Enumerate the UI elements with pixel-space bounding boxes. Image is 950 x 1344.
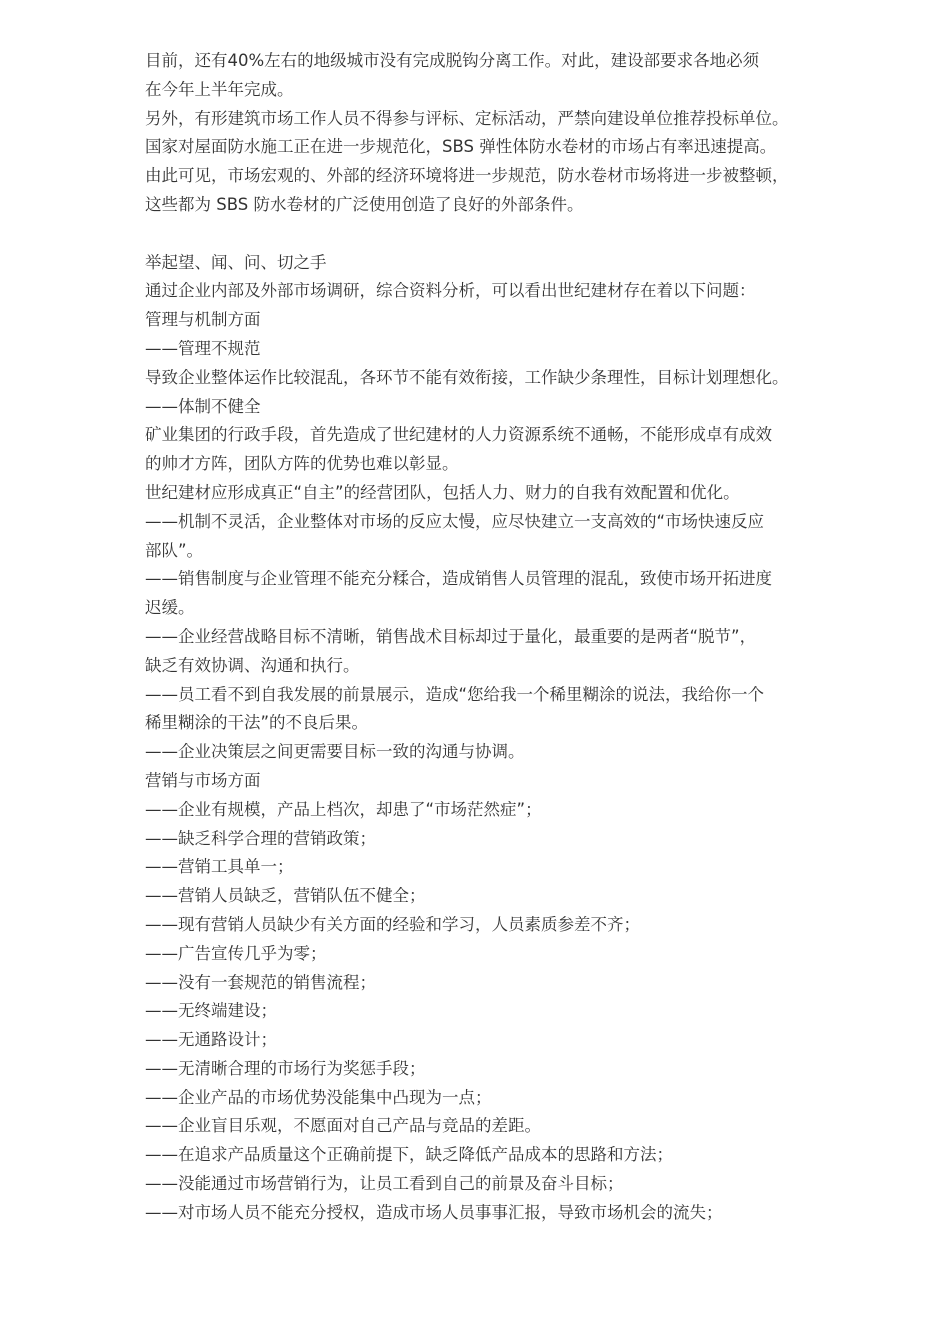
section-heading: 举起望、闻、问、切之手 <box>145 252 327 272</box>
paragraph-line: 目前，还有40%左右的地级城市没有完成脱钩分离工作。对此，建设部要求各地必须 <box>145 51 760 70</box>
list-item: ——无清晰合理的市场行为奖惩手段； <box>145 1058 426 1078</box>
paragraph-line: 在今年上半年完成。 <box>145 79 294 99</box>
paragraph-line: 另外，有形建筑市场工作人员不得参与评标、定标活动，严禁向建设单位推荐投标单位。 <box>145 108 789 128</box>
paragraph-line: 的帅才方阵，团队方阵的优势也难以彰显。 <box>145 454 459 474</box>
document-body <box>145 47 905 1228</box>
paragraph-line: 由此可见，市场宏观的、外部的经济环境将进一步规范，防水卷材市场将进一步被整顿， <box>145 166 789 186</box>
list-item: ——企业决策层之间更需要目标一致的沟通与协调。 <box>145 742 525 762</box>
paragraph-line: 通过企业内部及外部市场调研，综合资料分析，可以看出世纪建材存在着以下问题： <box>145 281 756 301</box>
list-item-continuation: 稀里糊涂的干法”的不良后果。 <box>145 713 369 733</box>
list-item: ——无通路设计； <box>145 1030 277 1050</box>
list-item: ——广告宣传几乎为零； <box>145 943 327 963</box>
list-item: ——机制不灵活，企业整体对市场的反应太慢，应尽快建立一支高效的“市场快速反应 <box>145 511 765 531</box>
list-item: ——员工看不到自我发展的前景展示，造成“您给我一个稀里糊涂的说法，我给你一个 <box>145 684 765 704</box>
list-item: ——无终端建设； <box>145 1001 277 1021</box>
list-item: ——企业盲目乐观，不愿面对自己产品与竞品的差距。 <box>145 1116 541 1136</box>
paragraph-line: 这些都为 SBS 防水卷材的广泛使用创造了良好的外部条件。 <box>145 194 584 214</box>
list-item: ——销售制度与企业管理不能充分糅合，造成销售人员管理的混乱，致使市场开拓进度 <box>145 569 772 589</box>
list-item-continuation: 迟缓。 <box>145 598 195 618</box>
list-item: ——企业产品的市场优势没能集中凸现为一点； <box>145 1087 492 1107</box>
list-item: ——体制不健全 <box>145 396 261 416</box>
blank-line <box>145 220 905 249</box>
list-item: ——企业有规模，产品上档次，却患了“市场茫然症”； <box>145 799 542 819</box>
list-item: ——现有营销人员缺少有关方面的经验和学习，人员素质参差不齐； <box>145 914 640 934</box>
paragraph-line: 矿业集团的行政手段，首先造成了世纪建材的人力资源系统不通畅，不能形成卓有成效 <box>145 425 772 445</box>
list-item: ——营销工具单一； <box>145 857 294 877</box>
list-item: ——对市场人员不能充分授权，造成市场人员事事汇报，导致市场机会的流失； <box>145 1202 723 1222</box>
list-item: ——管理不规范 <box>145 338 261 358</box>
subsection-heading: 管理与机制方面 <box>145 310 261 330</box>
list-item: ——营销人员缺乏，营销队伍不健全； <box>145 886 426 906</box>
list-item: ——企业经营战略目标不清晰，销售战术目标却过于量化，最重要的是两者“脱节”， <box>145 626 757 646</box>
paragraph-line: 国家对屋面防水施工正在进一步规范化，SBS 弹性体防水卷材的市场占有率迅速提高。 <box>145 137 777 157</box>
list-item-continuation: 缺乏有效协调、沟通和执行。 <box>145 655 360 675</box>
list-item: ——没能通过市场营销行为，让员工看到自己的前景及奋斗目标； <box>145 1174 624 1194</box>
list-item: ——在追求产品质量这个正确前提下，缺乏降低产品成本的思路和方法； <box>145 1145 673 1165</box>
list-item: ——没有一套规范的销售流程； <box>145 972 376 992</box>
paragraph-line: 世纪建材应形成真正“自主”的经营团队，包括人力、财力的自我有效配置和优化。 <box>145 482 740 502</box>
paragraph-line: 导致企业整体运作比较混乱，各环节不能有效衔接，工作缺少条理性，目标计划理想化。 <box>145 367 789 387</box>
list-item: ——缺乏科学合理的营销政策； <box>145 828 376 848</box>
subsection-heading: 营销与市场方面 <box>145 770 261 790</box>
list-item-continuation: 部队”。 <box>145 540 204 560</box>
